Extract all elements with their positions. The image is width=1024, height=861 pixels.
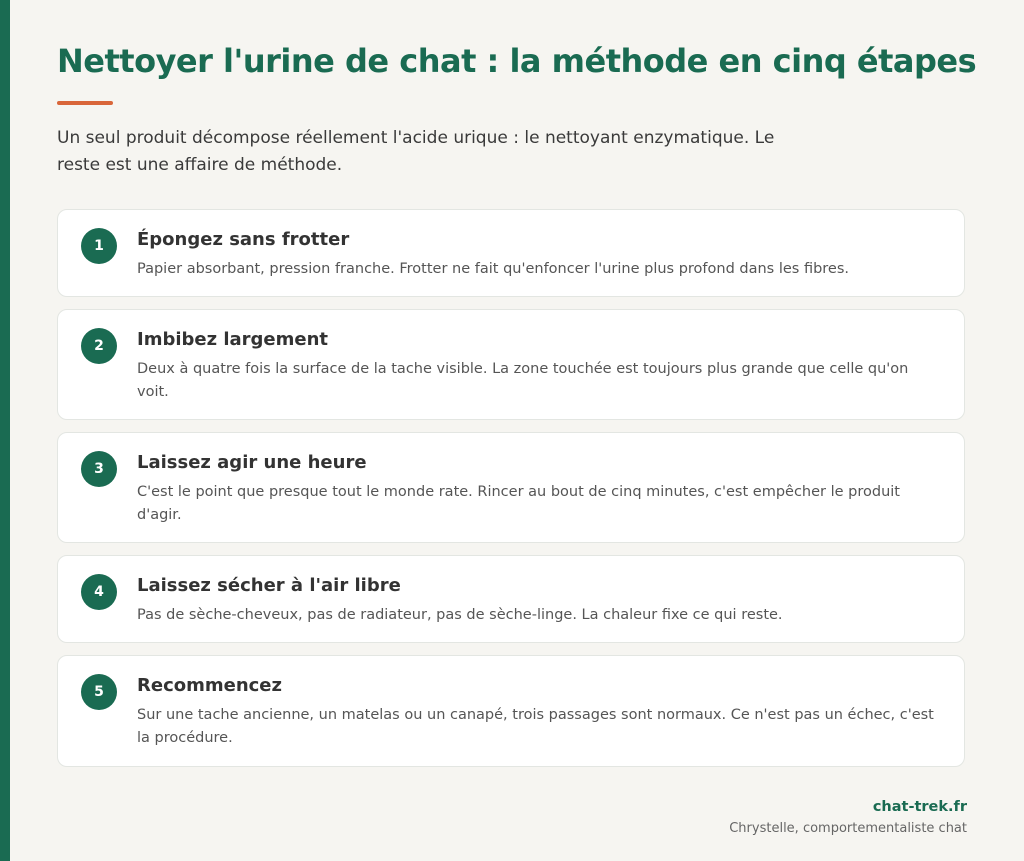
step-number-badge: 3 [81,451,117,487]
step-number-badge: 5 [81,674,117,710]
step-description: Sur une tache ancienne, un matelas ou un canapé, trois passages sont normaux. Ce n'est pas un échec, c'est la procédure. [137,707,934,746]
site-name: chat-trek.fr [872,799,967,815]
step-card-3 [57,432,965,543]
step-title: Imbibez largement [137,329,329,350]
step-title: Épongez sans frotter [137,229,350,250]
step-number-badge: 1 [81,228,117,264]
step-description: C'est le point que presque tout le monde rate. Rincer au bout de cinq minutes, c'est empêcher le produit d'agir. [137,484,900,523]
step-title: Laissez agir une heure [137,452,367,473]
step-card-2 [57,309,965,420]
step-title: Laissez sécher à l'air libre [137,575,401,596]
step-card-5 [57,655,965,767]
step-number-badge: 4 [81,574,117,610]
author-credit: Chrystelle, comportementaliste chat [729,821,967,836]
step-card-4 [57,555,965,643]
step-number-badge: 2 [81,328,117,364]
step-title: Recommencez [137,675,282,696]
step-description: Papier absorbant, pression franche. Frotter ne fait qu'enfoncer l'urine plus profond dans les fibres. [137,261,850,277]
page-title: Nettoyer l'urine de chat : la méthode en cinq étapes [57,42,977,80]
step-description: Pas de sèche-cheveux, pas de radiateur, pas de sèche-linge. La chaleur fixe ce qui reste. [137,607,783,623]
step-description: Deux à quatre fois la surface de la tache visible. La zone touchée est toujours plus grande que celle qu'on voit. [137,361,909,400]
left-accent-bar [0,0,10,861]
step-card-1 [57,209,965,297]
footer-credits [729,797,967,838]
intro-text: Un seul produit décompose réellement l'acide urique : le nettoyant enzymatique. Le reste est une affaire de méthode. [57,128,775,175]
title-underline [57,101,113,105]
